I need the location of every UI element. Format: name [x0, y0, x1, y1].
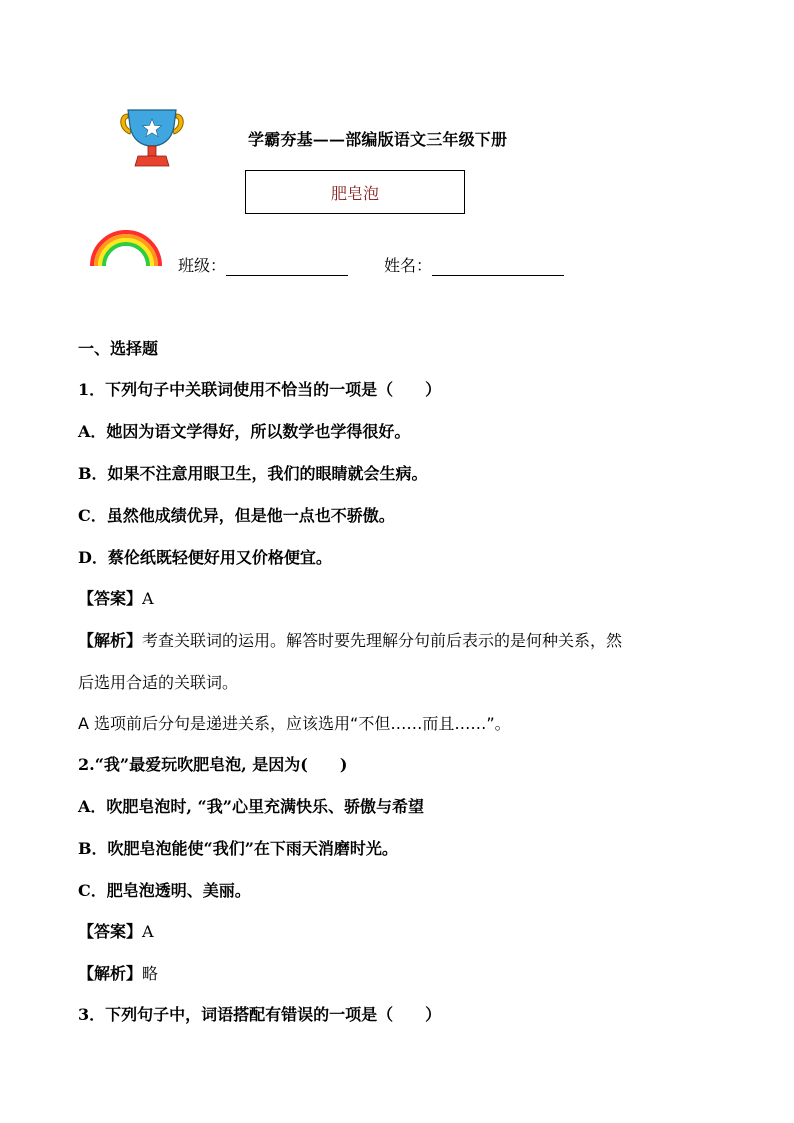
answer-label: 【答案】: [78, 589, 143, 608]
question-1-option-c: C．虽然他成绩优异，但是他一点也不骄傲。: [78, 506, 395, 525]
answer-value: A: [142, 922, 154, 941]
answer-value: A: [142, 589, 154, 608]
question-2-option-a: A．吹肥皂泡时, “我”心里充满快乐、骄傲与希望: [78, 797, 424, 816]
question-1-option-b: B．如果不注意用眼卫生，我们的眼睛就会生病。: [78, 464, 428, 483]
class-blank[interactable]: [226, 258, 348, 276]
class-field-row: [178, 253, 348, 276]
question-1-analysis-line-1: [78, 628, 622, 651]
trophy-icon: [116, 108, 188, 170]
lesson-title: 肥皂泡: [330, 183, 379, 203]
question-2-option-b: B．吹肥皂泡能使“我们”在下雨天消磨时光。: [78, 839, 398, 858]
analysis-label: 【解析】: [78, 631, 143, 650]
rainbow-icon: [88, 228, 164, 268]
analysis-text: 考查关联词的运用。解答时要先理解分句前后表示的是何种关系，然: [142, 631, 623, 650]
question-3-stem: 3．下列句子中，词语搭配有错误的一项是（ ）: [78, 1005, 442, 1024]
question-1-analysis-line-3: A 选项前后分句是递进关系，应该选用“不但……而且……”。: [78, 714, 511, 733]
question-2-analysis: [78, 961, 158, 984]
question-2-stem: 2.“我”最爱玩吹肥皂泡, 是因为( ): [78, 755, 348, 774]
analysis-text: 略: [142, 964, 159, 983]
question-1-option-d: D．蔡伦纸既轻便好用又价格便宜。: [78, 548, 332, 567]
question-2-option-c: C．肥皂泡透明、美丽。: [78, 881, 251, 900]
document-header-title: 学霸夯基——部编版语文三年级下册: [248, 130, 508, 149]
analysis-label: 【解析】: [78, 964, 143, 983]
name-field-row: [384, 253, 564, 276]
lesson-title-box: [245, 170, 465, 214]
class-label: 班级：: [178, 256, 227, 275]
question-1-option-a: A．她因为语文学得好，所以数学也学得很好。: [78, 422, 411, 441]
section-heading: 一、选择题: [78, 339, 159, 358]
name-blank[interactable]: [432, 258, 564, 276]
name-label: 姓名：: [384, 256, 433, 275]
answer-label: 【答案】: [78, 922, 143, 941]
question-1-analysis-line-2: 后选用合适的关联词。: [78, 673, 239, 692]
question-1-stem: 1．下列句子中关联词使用不恰当的一项是（ ）: [78, 380, 442, 399]
question-2-answer: [78, 919, 154, 942]
question-1-answer: [78, 586, 154, 609]
